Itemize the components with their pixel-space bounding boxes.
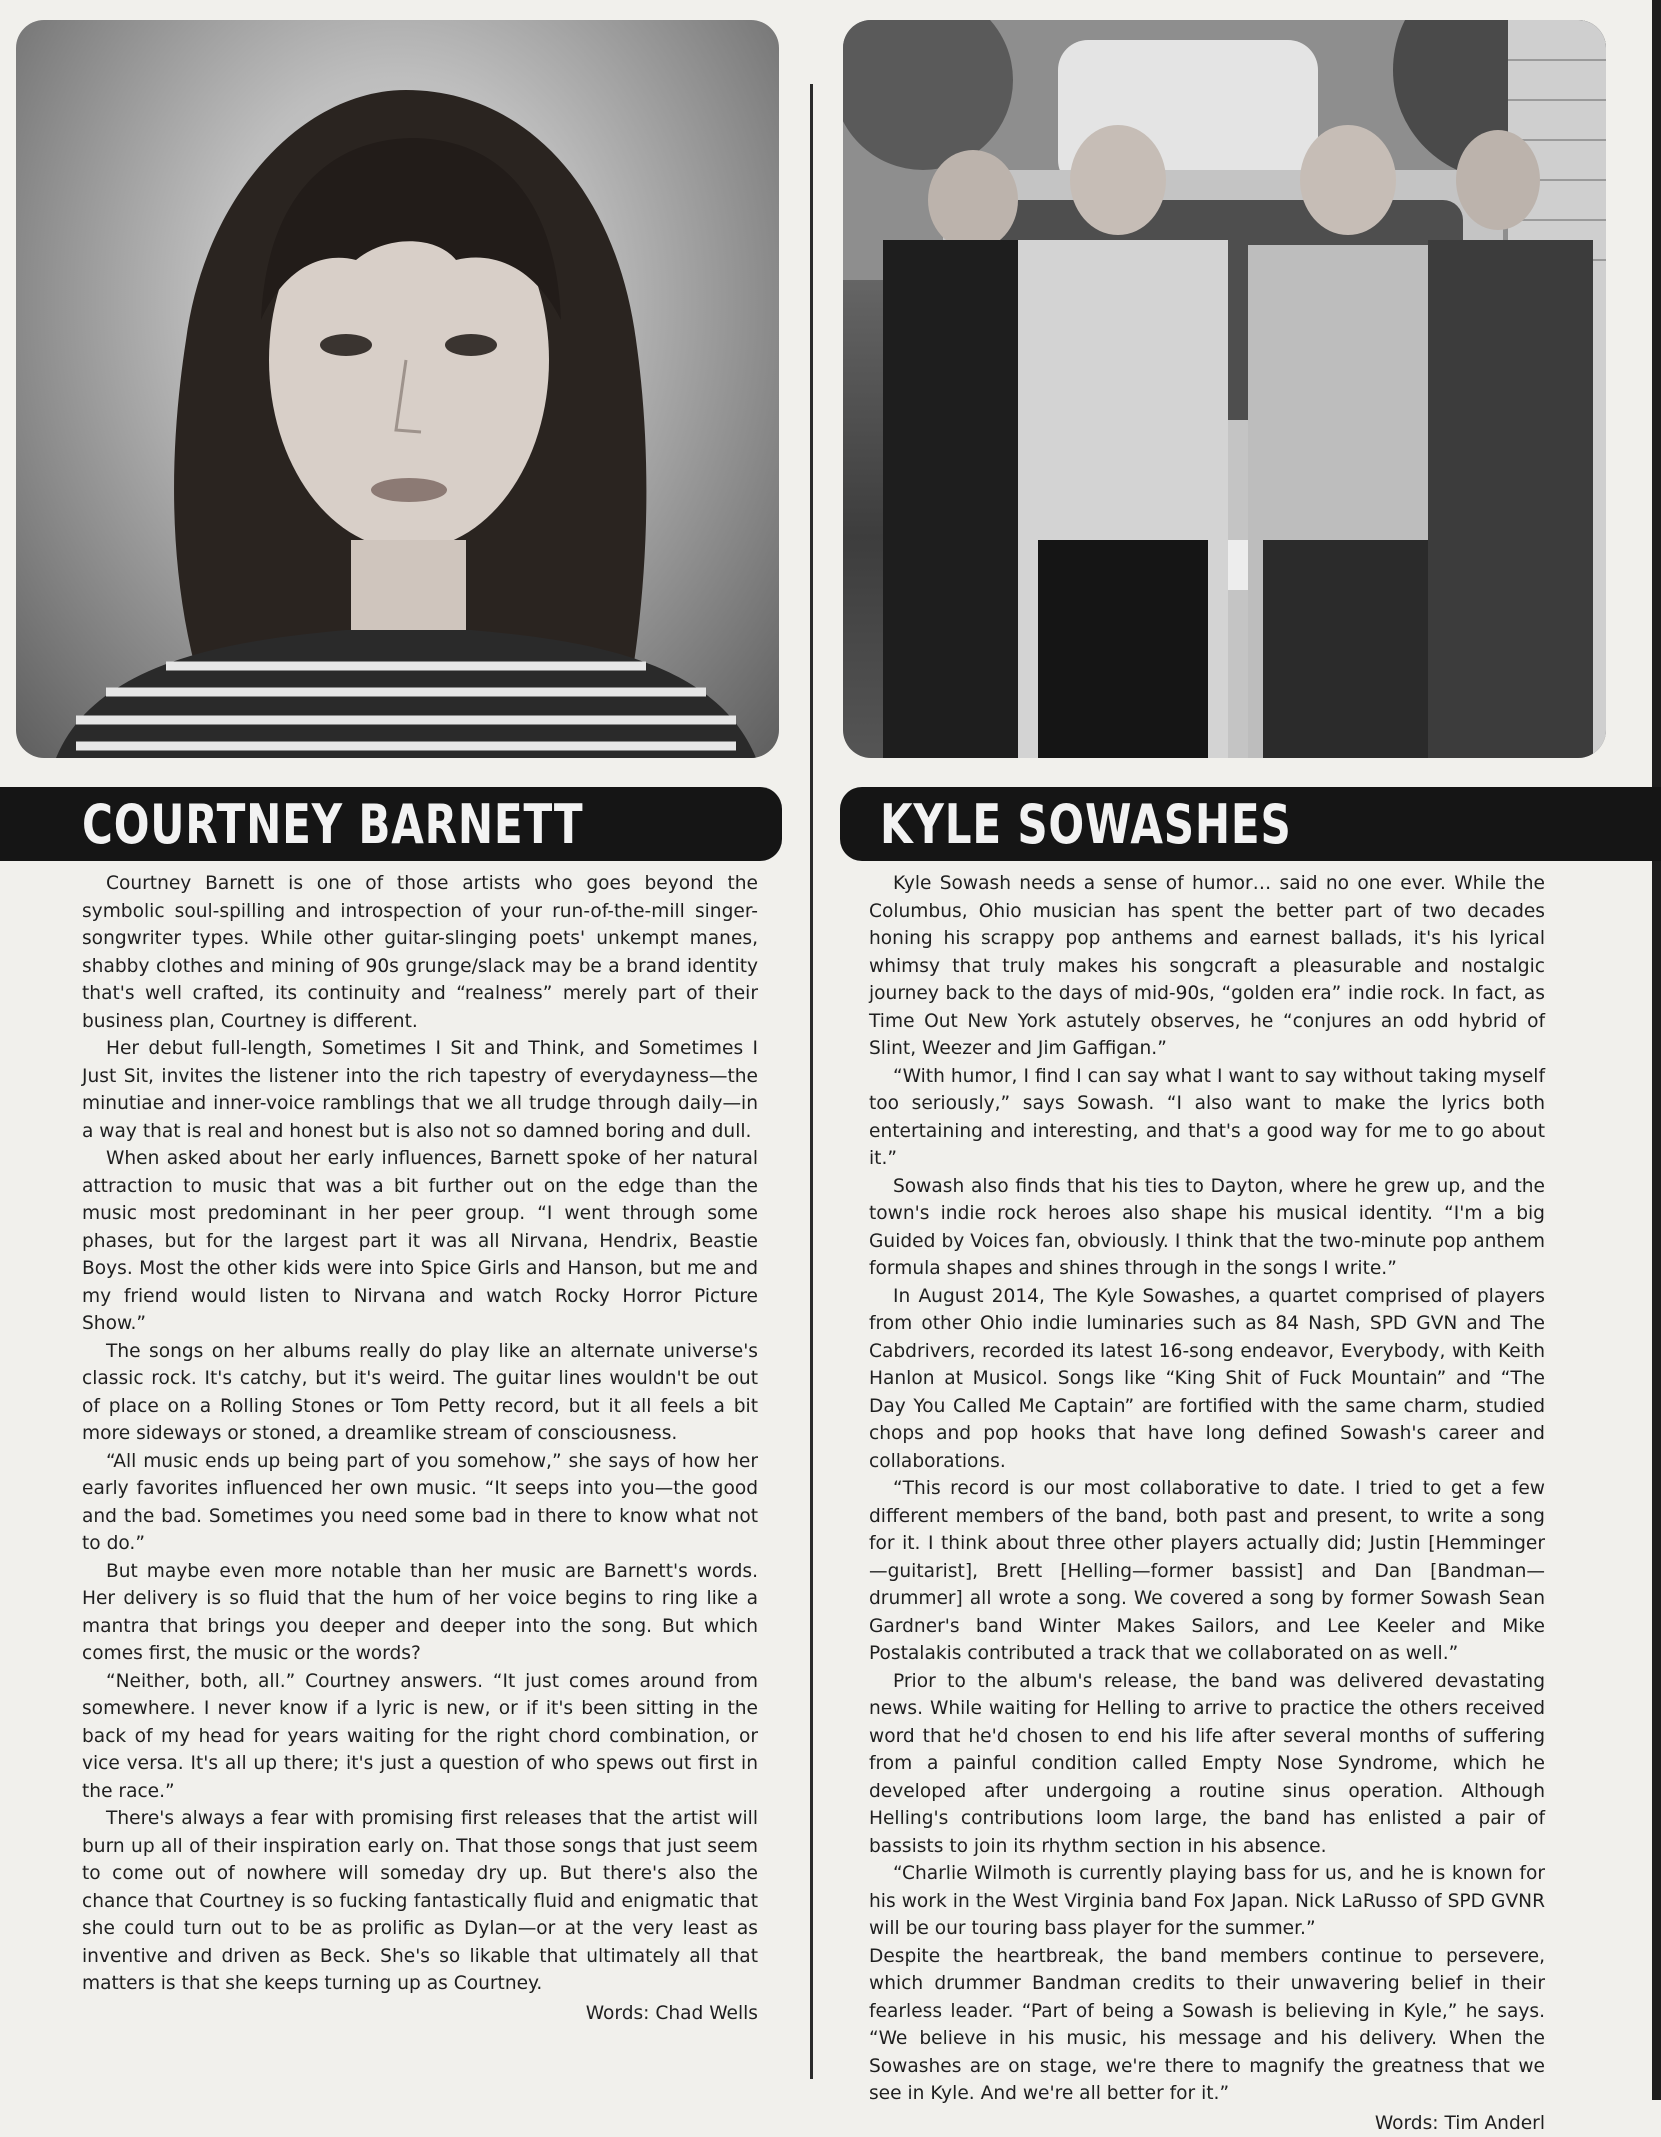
article-title-kyle-sowashes: KYLE SOWASHES <box>880 793 1292 856</box>
kyle-sowashes-photo <box>843 20 1606 758</box>
portrait-photo-icon <box>16 20 779 758</box>
paragraph: Courtney Barnett is one of those artists who goes beyond the symbolic soul-spilling and introspection of your run-of-the-mill singer-songwriter types. While other guitar-slinging poets' unkempt manes, shabby clothes and mining of 90s grunge/slack may be a brand identity that's well crafted, its continuity and “realness” merely part of their business plan, Courtney is different. <box>82 870 758 1035</box>
paragraph: Prior to the album's release, the band was delivered devastating news. While waiting for Helling to arrive to practice the others received word that he'd chosen to end his life after several months of suffering from a painful condition called Empty Nose Syndrome, which he developed after undergoing a routine sinus operation. Although Helling's contributions loom large, the band has enlisted a pair of bassists to join its rhythm section in his absence. <box>869 1668 1545 1861</box>
article-body-right <box>869 870 1545 2137</box>
title-bar-left <box>0 787 782 861</box>
page-edge <box>1652 0 1661 2100</box>
paragraph: “With humor, I find I can say what I want to say without taking myself too seriously,” says Sowash. “I also want to make the lyrics both entertaining and interesting, and that's a good way for me to go about it.” <box>869 1063 1545 1173</box>
article-title-courtney-barnett: COURTNEY BARNETT <box>82 793 583 856</box>
byline: Words: Chad Wells <box>82 2000 758 2028</box>
courtney-barnett-photo <box>16 20 779 758</box>
paragraph: “All music ends up being part of you somehow,” she says of how her early favorites influenced her own music. “It seeps into you—the good and the bad. Sometimes you need some bad in there to know what not to do.” <box>82 1448 758 1558</box>
paragraph: But maybe even more notable than her music are Barnett's words. Her delivery is so fluid that the hum of her voice begins to ring like a mantra that brings you deeper and deeper into the song. But which comes first, the music or the words? <box>82 1558 758 1668</box>
article-body-left <box>82 870 758 2027</box>
paragraph: “This record is our most collaborative to date. I tried to get a few different members of the band, both past and present, to write a song for it. I think about three other players actually did; Justin [Hemminger—guitarist], Brett [Helling—former bassist] and Dan [Bandman—drummer] all wrote a song. We covered a song by former Sowash Sean Gardner's band Winter Makes Sailors, and Lee Keeler and Mike Postalakis contributed a track that we collaborated on as well.” <box>869 1475 1545 1668</box>
paragraph: In August 2014, The Kyle Sowashes, a quartet comprised of players from other Ohio indie luminaries such as 84 Nash, SPD GVN and The Cabdrivers, recorded its latest 16-song endeavor, Everybody, with Keith Hanlon at Musicol. Songs like “King Shit of Fuck Mountain” and “The Day You Called Me Captain” are fortified with the same charm, studied chops and pop hooks that have long defined Sowash's career and collaborations. <box>869 1283 1545 1476</box>
paragraph: Sowash also finds that his ties to Dayton, where he grew up, and the town's indie rock heroes also shape his musical identity. “I'm a big Guided by Voices fan, obviously. I think that the two-minute pop anthem formula shapes and shines through in the songs I write.” <box>869 1173 1545 1283</box>
paragraph: “Neither, both, all.” Courtney answers. “It just comes around from somewhere. I never know if a lyric is new, or if it's been sitting in the back of my head for years waiting for the right chord combination, or vice versa. It's all up there; it's just a question of who spews out first in the race.” <box>82 1668 758 1806</box>
column-divider <box>810 84 813 2079</box>
paragraph: “Charlie Wilmoth is currently playing bass for us, and he is known for his work in the West Virginia band Fox Japan. Nick LaRusso of SPD GVNR will be our touring bass player for the summer.” <box>869 1860 1545 1943</box>
byline: Words: Tim Anderl <box>869 2110 1545 2137</box>
paragraph: Her debut full-length, Sometimes I Sit and Think, and Sometimes I Just Sit, invites the listener into the rich tapestry of everydayness—the minutiae and inner-voice ramblings that we all trudge through daily—in a way that is real and honest but is also not so damned boring and dull. <box>82 1035 758 1145</box>
paragraph: When asked about her early influences, Barnett spoke of her natural attraction to music that was a bit further out on the edge than the music most predominant in her peer group. “I went through some phases, but for the largest part it was all Nirvana, Hendrix, Beastie Boys. Most the other kids were into Spice Girls and Hanson, but me and my friend would listen to Nirvana and watch Rocky Horror Picture Show.” <box>82 1145 758 1338</box>
paragraph: Despite the heartbreak, the band members continue to persevere, which drummer Bandman credits to their unwavering belief in their fearless leader. “Part of being a Sowash is believing in Kyle,” he says. “We believe in his music, his message and his delivery. When the Sowashes are on stage, we're there to magnify the greatness that we see in Kyle. And we're all better for it.” <box>869 1943 1545 2108</box>
band-photo-icon <box>843 20 1606 758</box>
paragraph: There's always a fear with promising first releases that the artist will burn up all of their inspiration early on. That those songs that just seem to come out of nowhere will someday dry up. But there's also the chance that Courtney is so fucking fantastically fluid and enigmatic that she could turn out to be as prolific as Dylan—or at the very least as inventive and driven as Beck. She's so likable that ultimately all that matters is that she keeps turning up as Courtney. <box>82 1805 758 1998</box>
paragraph: Kyle Sowash needs a sense of humor… said no one ever. While the Columbus, Ohio musician has spent the better part of two decades honing his scrappy pop anthems and earnest ballads, it's his lyrical whimsy that truly makes his songcraft a pleasurable and nostalgic journey back to the days of mid-90s, “golden era” indie rock. In fact, as Time Out New York astutely observes, he “conjures an odd hybrid of Slint, Weezer and Jim Gaffigan.” <box>869 870 1545 1063</box>
paragraph: The songs on her albums really do play like an alternate universe's classic rock. It's catchy, but it's weird. The guitar lines wouldn't be out of place on a Rolling Stones or Tom Petty record, but it all feels a bit more sideways or stoned, a dreamlike stream of consciousness. <box>82 1338 758 1448</box>
title-bar-right <box>840 787 1661 861</box>
